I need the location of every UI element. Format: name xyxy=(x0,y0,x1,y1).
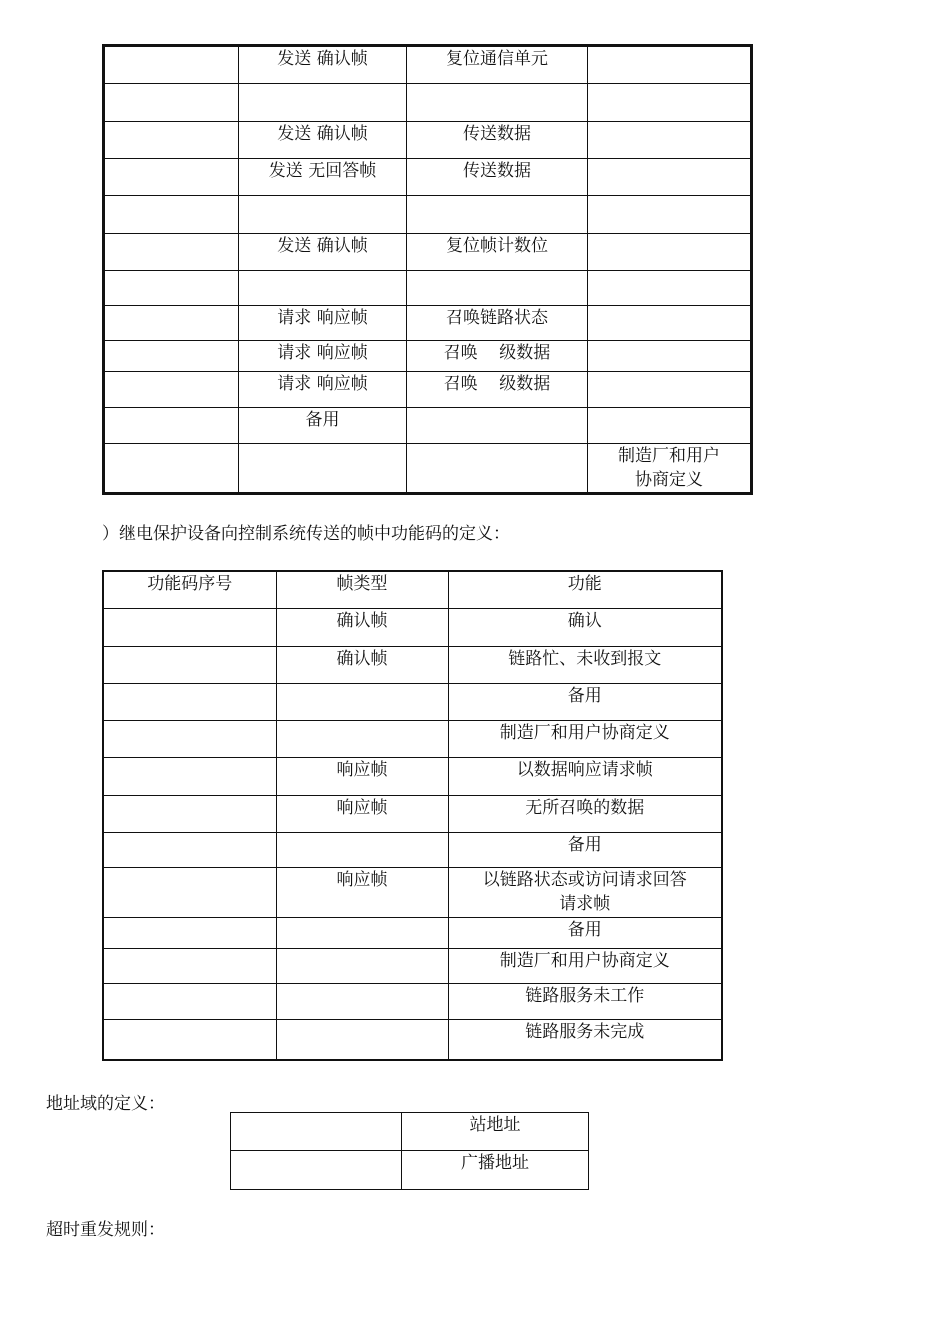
table-cell: 响应帧 xyxy=(276,867,448,917)
table-row xyxy=(103,983,722,1019)
table-row xyxy=(104,271,752,306)
table-row xyxy=(103,608,722,646)
column-header: 功能码序号 xyxy=(103,571,276,608)
table-row xyxy=(104,84,752,122)
table-row xyxy=(104,234,752,271)
table-row xyxy=(103,867,722,917)
function-code-table xyxy=(102,570,723,1061)
table-row xyxy=(104,196,752,234)
address-table xyxy=(230,1112,589,1190)
table-cell: 确认帧 xyxy=(276,608,448,646)
table-row xyxy=(103,948,722,983)
table-row xyxy=(104,122,752,159)
table-row xyxy=(103,720,722,757)
table-row xyxy=(103,683,722,720)
table-row xyxy=(103,757,722,795)
table-cell: 请求 响应帧 xyxy=(239,341,407,372)
table-row xyxy=(104,408,752,444)
table-cell: 制造厂和用户协商定义 xyxy=(448,720,722,757)
table-row xyxy=(103,832,722,867)
table-row xyxy=(231,1151,589,1190)
table-cell: 请求 响应帧 xyxy=(239,306,407,341)
table-cell: 复位帧计数位 xyxy=(407,234,588,271)
table-cell: 链路忙、未收到报文 xyxy=(448,646,722,683)
address-heading: 地址域的定义： xyxy=(46,1094,165,1114)
table-cell: 召唤 级数据 xyxy=(407,372,588,408)
table-cell: 召唤 级数据 xyxy=(407,341,588,372)
table-cell: 响应帧 xyxy=(276,795,448,832)
table-row xyxy=(104,444,752,494)
table-cell: 传送数据 xyxy=(407,122,588,159)
table-row xyxy=(104,159,752,196)
table-row xyxy=(103,917,722,948)
column-header: 功能 xyxy=(448,571,722,608)
table-cell: 响应帧 xyxy=(276,757,448,795)
table-cell: 发送 确认帧 xyxy=(239,122,407,159)
table-cell: 备用 xyxy=(448,683,722,720)
table-row xyxy=(231,1113,589,1151)
table-cell: 确认帧 xyxy=(276,646,448,683)
column-header: 帧类型 xyxy=(276,571,448,608)
table-cell: 以链路状态或访问请求回答 请求帧 xyxy=(448,867,722,917)
table-cell: 广播地址 xyxy=(402,1151,589,1190)
table-cell: 召唤链路状态 xyxy=(407,306,588,341)
table-cell: 备用 xyxy=(448,832,722,867)
table-row xyxy=(104,372,752,408)
table-cell: 备用 xyxy=(448,917,722,948)
table-cell: 发送 无回答帧 xyxy=(239,159,407,196)
table-cell: 链路服务未完成 xyxy=(448,1019,722,1060)
table-cell: 发送 确认帧 xyxy=(239,234,407,271)
table-cell: 复位通信单元 xyxy=(407,46,588,84)
table-row xyxy=(103,646,722,683)
timeout-heading: 超时重发规则： xyxy=(46,1220,165,1240)
table-cell: 无所召唤的数据 xyxy=(448,795,722,832)
table-row xyxy=(104,341,752,372)
table-cell: 发送 确认帧 xyxy=(239,46,407,84)
table-row xyxy=(103,795,722,832)
table-header-row xyxy=(103,571,722,608)
table-row xyxy=(104,46,752,84)
table-row xyxy=(104,306,752,341)
table-cell: 制造厂和用户协商定义 xyxy=(448,948,722,983)
table-cell: 以数据响应请求帧 xyxy=(448,757,722,795)
table-cell: 请求 响应帧 xyxy=(239,372,407,408)
table-cell: 备用 xyxy=(239,408,407,444)
table-cell: 传送数据 xyxy=(407,159,588,196)
table-cell: 制造厂和用户 协商定义 xyxy=(588,444,752,494)
table-cell: 确认 xyxy=(448,608,722,646)
table-cell: 站地址 xyxy=(402,1113,589,1151)
table-row xyxy=(103,1019,722,1060)
table-cell: 链路服务未工作 xyxy=(448,983,722,1019)
frame-control-table xyxy=(102,44,753,495)
section-heading: ）继电保护设备向控制系统传送的帧中功能码的定义： xyxy=(102,524,510,544)
